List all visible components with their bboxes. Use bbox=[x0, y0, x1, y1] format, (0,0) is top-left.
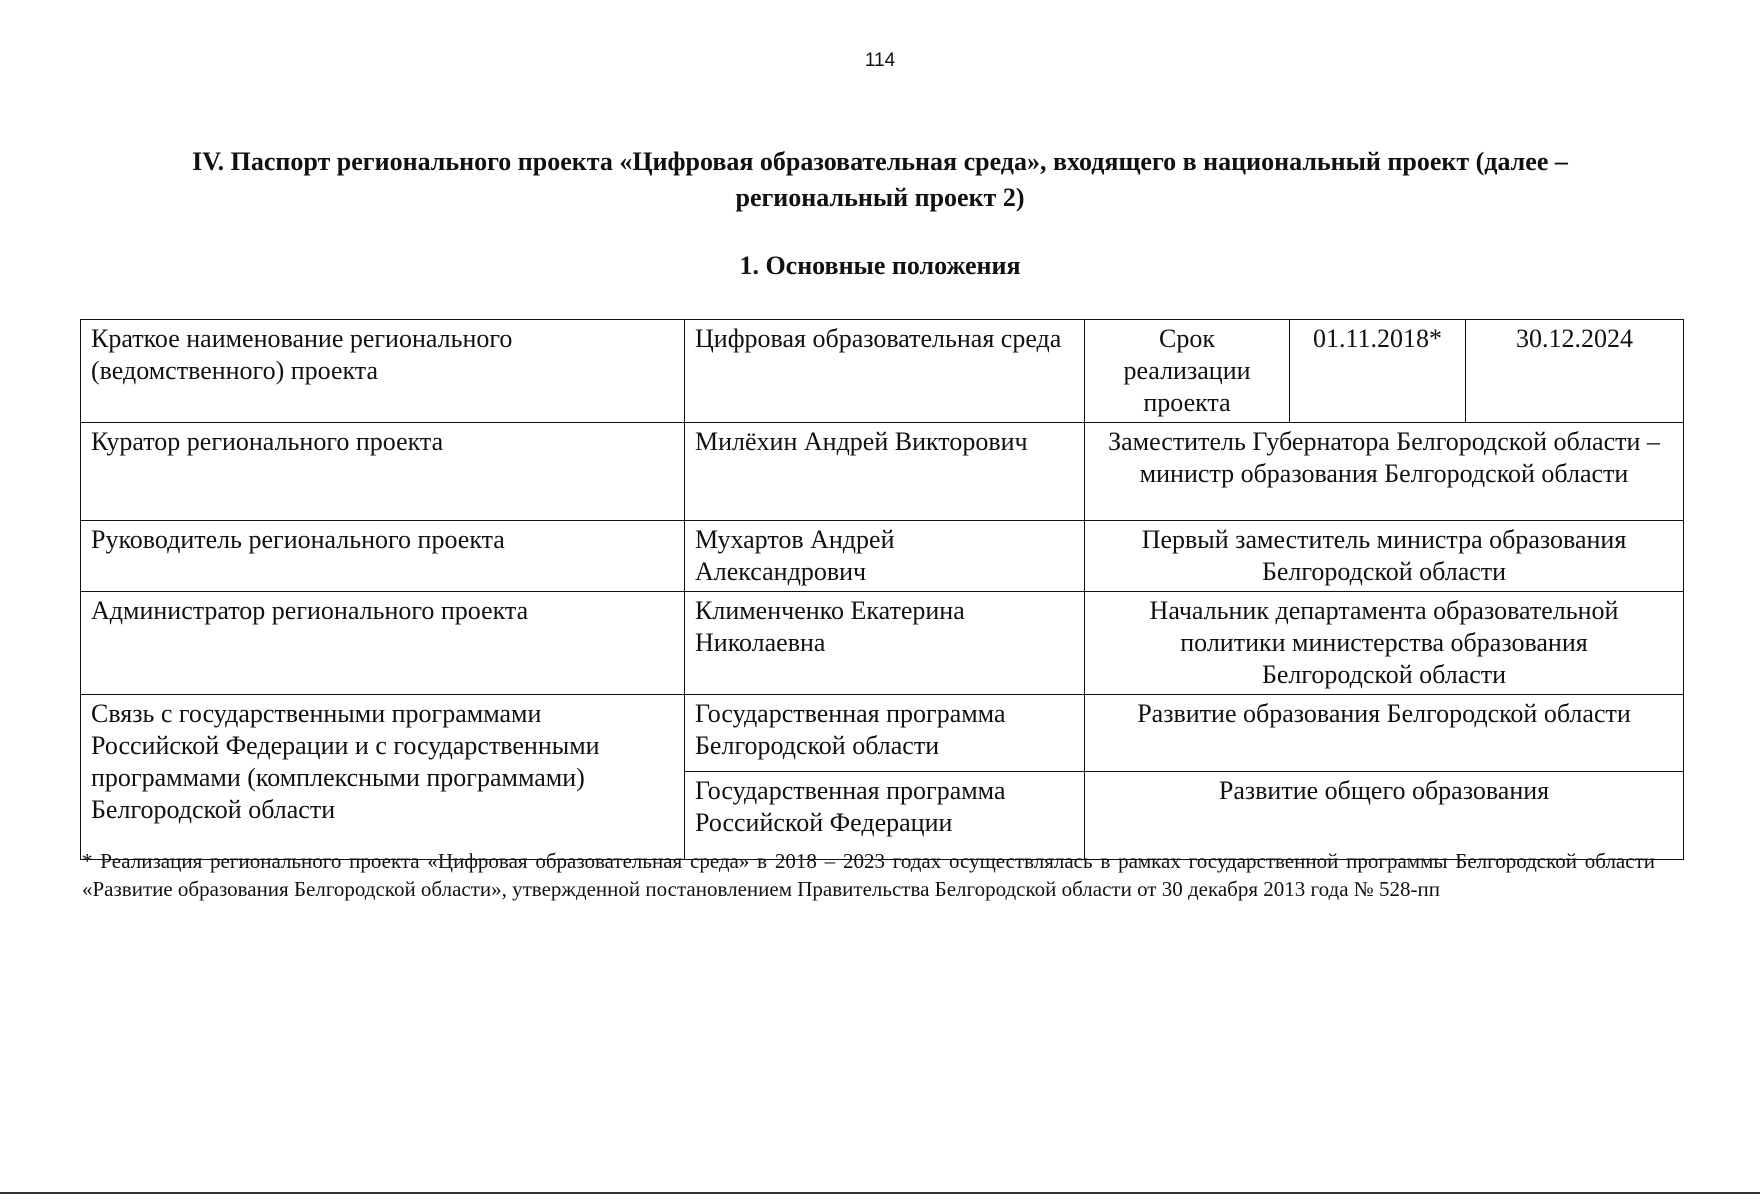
table-row-curator bbox=[81, 423, 1684, 521]
regional-program-name: Развитие образования Белгородской области bbox=[1085, 695, 1684, 772]
table-row-short-name bbox=[81, 320, 1684, 423]
bottom-rule bbox=[0, 1192, 1760, 1194]
short-name-label: Краткое наименование регионального (ведомственного) проекта bbox=[81, 320, 685, 423]
admin-label: Администратор регионального проекта bbox=[81, 592, 685, 695]
head-position: Первый заместитель министра образования Белгородской области bbox=[1085, 521, 1684, 592]
curator-label: Куратор регионального проекта bbox=[81, 423, 685, 521]
page-number: 114 bbox=[864, 50, 896, 71]
end-date: 30.12.2024 bbox=[1466, 320, 1684, 423]
regional-program-type: Государственная программа Белгородской области bbox=[685, 695, 1085, 772]
admin-name: Клименченко Екатерина Николаевна bbox=[685, 592, 1085, 695]
table-row-head bbox=[81, 521, 1684, 592]
curator-position: Заместитель Губернатора Белгородской области – министр образования Белгородской области bbox=[1085, 423, 1684, 521]
head-label: Руководитель регионального проекта bbox=[81, 521, 685, 592]
term-label: Срок реализации проекта bbox=[1085, 320, 1290, 423]
start-date: 01.11.2018* bbox=[1290, 320, 1466, 423]
table-row-admin bbox=[81, 592, 1684, 695]
admin-position: Начальник департамента образовательной политики министерства образования Белгородской области bbox=[1085, 592, 1684, 695]
curator-name: Милёхин Андрей Викторович bbox=[685, 423, 1085, 521]
head-name: Мухартов Андрей Александрович bbox=[685, 521, 1085, 592]
document-title: IV. Паспорт регионального проекта «Цифровая образовательная среда», входящего в национальный проект (далее – региональный проект 2) bbox=[192, 147, 1568, 212]
footnote: * Реализация регионального проекта «Цифровая образовательная среда» в 2018 – 2023 годах осуществлялась в рамках государственной программы Белгородской области «Развитие образования Белгородской области», утвержденной постановлением Правительства Белгородской области от 30 декабря 2013 года № 528-пп bbox=[82, 849, 1655, 901]
short-name-value: Цифровая образовательная среда bbox=[685, 320, 1085, 423]
table-row-links-regional bbox=[81, 695, 1684, 772]
section-title: 1. Основные положения bbox=[739, 251, 1021, 280]
passport-table bbox=[80, 319, 1684, 860]
links-label: Связь с государственными программами Российской Федерации и с государственными программами (комплексными программами) Белгородской области bbox=[81, 695, 685, 860]
federal-program-name: Развитие общего образования bbox=[1085, 772, 1684, 860]
federal-program-type: Государственная программа Российской Федерации bbox=[685, 772, 1085, 860]
